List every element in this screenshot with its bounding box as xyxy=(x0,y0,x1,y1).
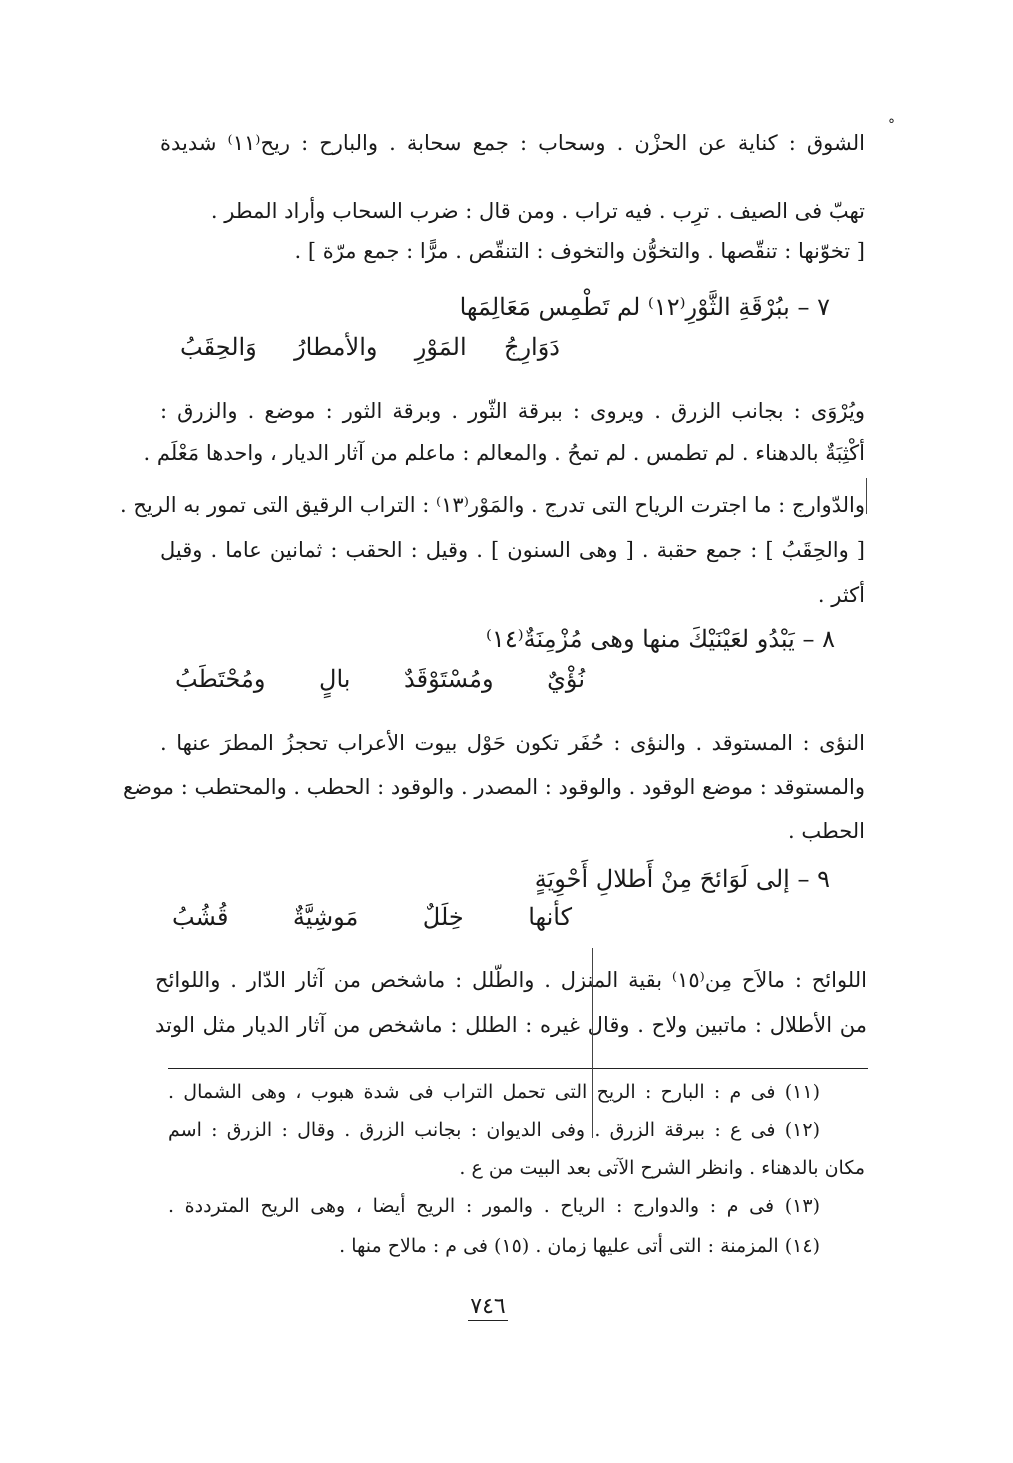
body-line: تهبّ فى الصيف . ترِب . فيه تراب . ومن قال : ضرب السحاب وأراد المطر . xyxy=(210,199,865,223)
scan-fold-line xyxy=(592,948,593,1138)
footnote: (١٤) المزمنة : التى أتى عليها زمان . (١٥) فى م : مالاح منها . xyxy=(339,1235,820,1257)
commentary-line: [ والحِقَبُ ] : جمع حقبة . [ وهى السنون ] . وقيل : الحقب : ثمانين عاما . وقيل xyxy=(160,538,865,562)
body-line: [ تخوّنها : تنقّصها . والتخوُّن والتخوف : التنقّص . مرًّا : جمع مرّة ] . xyxy=(294,239,865,263)
commentary-line: ويُرْوَى : بجانب الزرق . ويروى : ببرقة الثّور . وبرقة الثور : موضع . والزرق : xyxy=(160,399,865,423)
commentary-line: والمستوقد : موضع الوقود . والوقود : المصدر . والوقود : الحطب . والمحتطب : موضع xyxy=(122,775,865,799)
verse-8-first: ٨ – يَبْدُو لعَيْنَيْكَ منها وهى مُزْمِنَةٌ⁽١٤⁾ xyxy=(486,625,835,653)
verse-7-second: دَوَارِجُ المَوْرِ والأمطارُ وَالحِقَبُ xyxy=(180,333,560,361)
verse-7-first: ٧ – ببُرْقَةِ الثَّوْرِ⁽١٢⁾ لم تَطْمِس مَعَالِمَها xyxy=(459,293,830,321)
footnote-separator xyxy=(168,1068,868,1069)
corner-mark: ° xyxy=(888,117,895,133)
commentary-line: أكْثِبَةٌ بالدهناء . لم تطمس . لم تمحُ . والمعالم : ماعلم من آثار الديار ، واحدها مَعْلَم . xyxy=(143,441,865,465)
footnote: (١٣) فى م : والدوارج : الرياح . والمور : الريح أيضا ، وهى الريح المترددة . xyxy=(168,1195,820,1217)
footnote: (١١) فى م : البارح : الريح التى تحمل التراب فى شدة هبوب ، وهى الشمال . xyxy=(168,1081,820,1103)
commentary-line: أكثر . xyxy=(817,583,865,607)
commentary-line: من الأطلال : ماتبين ولاح . وقال غيره : الطلل : ماشخص من آثار الديار مثل الوتد xyxy=(155,1013,867,1037)
verse-9-second: كأنها خِلَلٌ مَوشِيَّةٌ قُشُبُ xyxy=(172,903,572,931)
verse-8-second: نُؤْيٌ ومُسْتَوْقَدٌ بالٍ ومُحْتَطَبُ xyxy=(175,665,585,693)
scan-margin-line xyxy=(866,478,867,514)
page-number: ٧٤٦ xyxy=(470,1294,506,1319)
footnote: مكان بالدهناء . وانظر الشرح الآتى بعد البيت من ع . xyxy=(459,1157,865,1179)
verse-9-first: ٩ – إلى لَوَائحَ مِنْ أَطلالِ أَحْوِيَةٍ xyxy=(534,865,830,893)
commentary-line: والدّوارج : ما اجترت الرياح التى تدرج . والمَوْر⁽١٣⁾ : التراب الرقيق التى تمور به الريح . xyxy=(119,493,865,517)
commentary-line: الحطب . xyxy=(788,819,865,843)
body-line: الشوق : كناية عن الحزْن . وسحاب : جمع سحابة . والبارح : ريح⁽١١⁾ شديدة xyxy=(160,131,865,155)
page-number-underline xyxy=(468,1320,508,1321)
commentary-line: النؤى : المستوقد . والنؤى : حُفَر تكون حَوْل بيوت الأعراب تحجزُ المطرَ عنها . xyxy=(160,731,865,755)
footnote: (١٢) فى ع : ببرقة الزرق . وفى الديوان : بجانب الزرق . وقال : الزرق : اسم xyxy=(168,1119,820,1141)
commentary-line: اللوائح : مالاَح مِن⁽١٥⁾ بقية المنزل . والطّلل : ماشخص من آثار الدّار . واللوائح xyxy=(155,968,867,992)
